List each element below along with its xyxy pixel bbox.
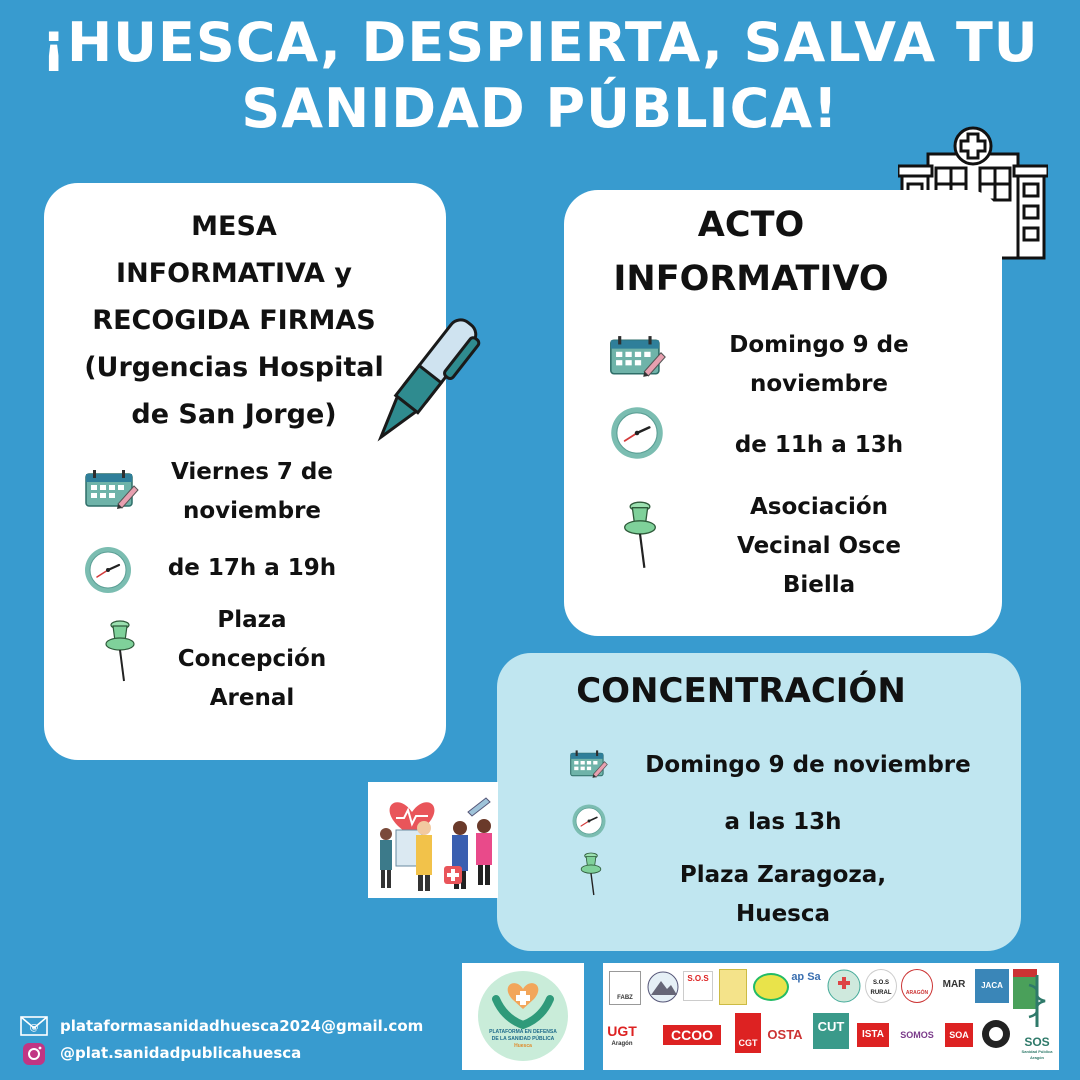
logo-osta: OSTA — [767, 1027, 803, 1042]
logo-green-yellow — [753, 973, 789, 1001]
acto-time: de 11h a 13h — [734, 432, 904, 458]
pin-icon — [100, 619, 140, 683]
logo-ccoo: CCOO — [663, 1025, 721, 1045]
logo-cgt: CGT — [735, 1013, 761, 1053]
title-line-1: ¡HUESCA, DESPIERTA, SALVA TU — [41, 11, 1039, 74]
mesa-heading-line: de San Jorge) — [131, 399, 337, 430]
acto-date-line: Domingo 9 de — [729, 332, 909, 358]
logo-somos: SOMOS — [900, 1030, 934, 1040]
title-line-2: SANIDAD PÚBLICA! — [241, 77, 839, 140]
mesa-heading-line: INFORMATIVA y — [116, 258, 352, 289]
mesa-place — [144, 601, 360, 718]
logo-sos: S.O.S — [683, 971, 713, 1001]
page-title — [0, 10, 1080, 142]
logo-sos-rural: S.O.S RURAL — [865, 969, 897, 1003]
logo-apsa: ap Sa — [791, 971, 821, 983]
concentracion-card — [497, 653, 1021, 951]
platform-logo — [462, 963, 584, 1070]
calendar-icon — [569, 749, 609, 780]
logo-sos-label: SOS — [1024, 1035, 1050, 1049]
mesa-informativa-card — [44, 183, 446, 760]
mesa-heading-line: RECOGIDA FIRMAS — [92, 305, 376, 336]
pen-icon — [364, 312, 484, 452]
logo-soa: SOA — [945, 1023, 973, 1047]
mesa-heading-line: MESA — [191, 211, 277, 242]
mesa-date-line: noviembre — [182, 498, 322, 524]
logo-ugt-aragon: Aragón — [611, 1041, 633, 1047]
platform-logo-line: DE LA SANIDAD PÚBLICA — [491, 1036, 555, 1042]
calendar-icon — [84, 468, 140, 512]
logo-cut: CUT — [813, 1013, 849, 1049]
svg-text:@: @ — [29, 1023, 39, 1033]
concentracion-date: Domingo 9 de noviembre — [645, 752, 971, 778]
logo-mountain — [645, 971, 681, 1003]
platform-logo-line: PLATAFORMA EN DEFENSA — [489, 1029, 557, 1035]
concentracion-place — [623, 856, 943, 934]
contact-instagram[interactable]: @plat.sanidadpublicahuesca — [60, 1044, 302, 1062]
organizations-logos — [603, 963, 1059, 1070]
acto-heading-line: INFORMATIVO — [613, 259, 889, 299]
mesa-place-line: Plaza — [217, 607, 287, 633]
concentracion-heading: CONCENTRACIÓN — [576, 671, 906, 711]
logo-jaca: JACA — [975, 969, 1009, 1003]
logo-yellow — [719, 969, 747, 1005]
logo-round-black — [981, 1019, 1011, 1049]
clock-icon — [609, 405, 665, 461]
mesa-date-line: Viernes 7 de — [171, 459, 333, 485]
calendar-icon — [608, 334, 668, 380]
platform-logo-line: Huesca — [514, 1043, 532, 1049]
logo-fabz: FABZ — [609, 971, 641, 1005]
acto-place — [694, 488, 944, 605]
platform-logo-text — [486, 1029, 560, 1050]
mesa-date — [144, 453, 360, 531]
healthcare-workers-illustration — [368, 782, 498, 898]
logo-aragon: ARAGÓN — [901, 969, 933, 1003]
logo-ista: ISTA — [857, 1023, 889, 1047]
acto-date-line: noviembre — [749, 371, 889, 397]
pin-icon — [618, 500, 662, 570]
pin-icon — [577, 851, 605, 897]
concentracion-place-line: Huesca — [735, 901, 831, 927]
mesa-heading-line: (Urgencias Hospital — [84, 352, 384, 383]
mesa-place-line: Arenal — [209, 685, 295, 711]
clock-icon — [83, 545, 133, 595]
mesa-place-line: Concepción — [177, 646, 327, 672]
logo-circle-green — [827, 969, 861, 1003]
contact-email[interactable]: plataformasanidadhuesca2024@gmail.com — [60, 1017, 424, 1035]
logo-mar: MAR — [942, 979, 966, 990]
acto-heading — [564, 198, 938, 306]
email-icon — [20, 1016, 48, 1036]
acto-place-line: Asociación — [749, 494, 889, 520]
acto-date — [694, 326, 944, 404]
acto-heading-line: ACTO — [697, 205, 805, 245]
logo-ugt: UGT — [607, 1023, 637, 1039]
concentracion-place-line: Plaza Zaragoza, — [679, 862, 887, 888]
acto-place-line: Biella — [782, 572, 856, 598]
concentracion-time: a las 13h — [724, 809, 842, 835]
instagram-icon — [22, 1042, 46, 1066]
acto-place-line: Vecinal Osce — [737, 533, 901, 559]
logo-sos-caduceus — [1017, 971, 1057, 1029]
logo-sos-sub: Sanidad Pública Aragón — [1021, 1049, 1053, 1060]
acto-informativo-card — [564, 190, 1002, 636]
clock-icon — [571, 803, 607, 839]
mesa-time: de 17h a 19h — [167, 555, 337, 581]
